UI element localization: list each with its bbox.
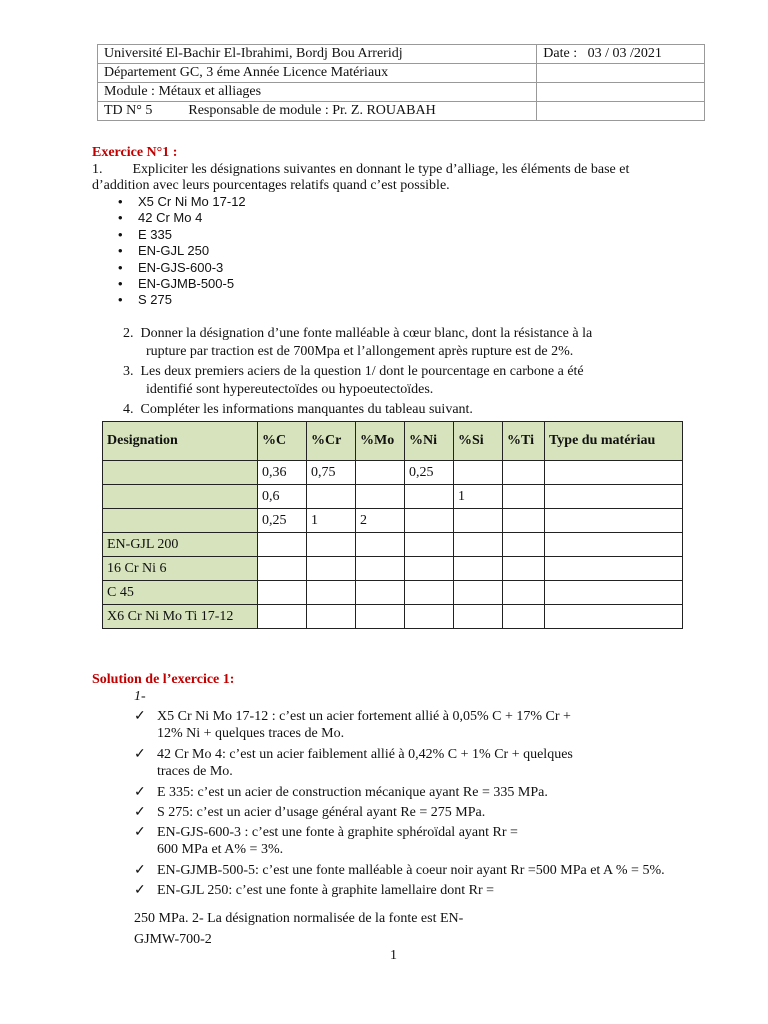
table-cell: 1 <box>454 485 503 509</box>
table-cell <box>454 605 503 629</box>
table-cell <box>356 533 405 557</box>
check-icon: ✓ <box>134 785 146 800</box>
table-cell <box>503 581 545 605</box>
bullet-icon: • <box>118 292 123 308</box>
materials-table <box>102 421 683 629</box>
designation-text: E 335 <box>138 226 172 242</box>
table-cell <box>503 509 545 533</box>
table-cell <box>503 605 545 629</box>
table-cell: 2 <box>356 509 405 533</box>
solution-item <box>134 804 665 821</box>
table-cell <box>356 605 405 629</box>
table-cell <box>356 461 405 485</box>
table-cell <box>307 485 356 509</box>
question-1 <box>92 162 629 178</box>
td-number: TD N° 5 <box>104 103 153 118</box>
table-cell <box>503 557 545 581</box>
q1-text-line2: d’addition avec leurs pourcentages relatifs quand c’est possible. <box>92 178 450 193</box>
table-cell <box>405 557 454 581</box>
solution-tail-line2: GJMW-700-2 <box>134 932 212 947</box>
header-table <box>97 44 705 121</box>
university-cell: Université El-Bachir El-Ibrahimi, Bordj Bou Arreridj <box>98 45 537 64</box>
table-cell <box>545 581 683 605</box>
solution-item <box>134 882 665 899</box>
table-cell <box>454 533 503 557</box>
designation-text: EN-GJS-600-3 <box>138 259 224 275</box>
table-cell <box>545 485 683 509</box>
table-cell: 0,75 <box>307 461 356 485</box>
solution-text: 12% Ni + quelques traces de Mo. <box>157 726 345 741</box>
exercise-title: Exercice N°1 : <box>92 145 178 160</box>
table-row <box>103 533 683 557</box>
table-cell <box>545 509 683 533</box>
designation-cell: 16 Cr Ni 6 <box>103 557 258 581</box>
table-cell <box>356 557 405 581</box>
column-header: Designation <box>103 422 258 461</box>
table-cell <box>356 581 405 605</box>
solution-text: S 275: c’est un acier d’usage général ayant Re = 275 MPa. <box>157 805 486 820</box>
table-cell <box>405 581 454 605</box>
designation-text: X5 Cr Ni Mo 17-12 <box>138 194 246 209</box>
solution-text: traces de Mo. <box>157 764 233 779</box>
table-cell <box>405 533 454 557</box>
q3-text-line2: identifié sont hypereutectoïdes ou hypoeutectoïdes. <box>146 382 434 397</box>
table-row <box>103 509 683 533</box>
table-cell <box>307 557 356 581</box>
designation-item <box>118 210 246 226</box>
module-responsible: Responsable de module : Pr. Z. ROUABAH <box>188 103 436 118</box>
date-cell <box>537 45 705 64</box>
check-icon: ✓ <box>134 805 146 820</box>
q3-text-line1: Les deux premiers aciers de la question 1/ dont le pourcentage en carbone a été <box>140 364 584 379</box>
check-icon: ✓ <box>134 825 146 840</box>
question-4 <box>123 402 473 418</box>
designation-item <box>118 292 246 308</box>
materials-table-header <box>103 422 683 461</box>
designation-cell <box>103 485 258 509</box>
table-cell <box>503 533 545 557</box>
date-value: 03 / 03 /2021 <box>587 46 662 61</box>
solution-list <box>134 708 665 902</box>
table-cell: 0,25 <box>405 461 454 485</box>
column-header: %Cr <box>307 422 356 461</box>
designation-text: EN-GJMB-500-5 <box>138 276 235 292</box>
table-cell <box>307 533 356 557</box>
table-cell: 0,6 <box>258 485 307 509</box>
solution-title: Solution de l’exercice 1: <box>92 672 235 687</box>
table-cell <box>356 485 405 509</box>
solution-text: EN-GJL 250: c’est une fonte à graphite lamellaire dont Rr = <box>157 883 495 898</box>
check-icon: ✓ <box>134 747 146 762</box>
q1-number: 1. <box>92 162 103 177</box>
table-cell <box>258 557 307 581</box>
q4-number: 4. <box>123 402 134 417</box>
table-cell <box>307 581 356 605</box>
solution-text: EN-GJS-600-3 : c’est une fonte à graphite sphéroïdal ayant Rr = <box>157 825 518 840</box>
bullet-icon: • <box>118 259 123 275</box>
table-row <box>103 581 683 605</box>
solution-item <box>134 862 665 879</box>
solution-item <box>134 784 665 801</box>
designation-cell: X6 Cr Ni Mo Ti 17-12 <box>103 605 258 629</box>
table-row <box>103 461 683 485</box>
table-cell: 0,36 <box>258 461 307 485</box>
table-cell <box>258 605 307 629</box>
table-cell <box>258 533 307 557</box>
q2-number: 2. <box>123 326 134 341</box>
solution-part-1: 1- <box>134 689 146 704</box>
designation-item <box>118 227 246 243</box>
designation-text: EN-GJL 250 <box>138 243 210 259</box>
column-header: %Ti <box>503 422 545 461</box>
check-icon: ✓ <box>134 709 146 724</box>
table-cell <box>545 461 683 485</box>
column-header: %Mo <box>356 422 405 461</box>
designation-item <box>118 260 246 276</box>
table-cell: 0,25 <box>258 509 307 533</box>
table-cell <box>454 557 503 581</box>
q3-number: 3. <box>123 364 134 379</box>
bullet-icon: • <box>118 210 123 226</box>
designation-text: S 275 <box>138 292 172 308</box>
table-cell <box>503 461 545 485</box>
table-cell <box>258 581 307 605</box>
designation-cell: EN-GJL 200 <box>103 533 258 557</box>
table-cell <box>405 605 454 629</box>
table-cell <box>454 581 503 605</box>
table-row <box>103 605 683 629</box>
designation-item <box>118 243 246 259</box>
q1-text-line1: Expliciter les désignations suivantes en donnant le type d’alliage, les éléments de base et <box>132 162 630 177</box>
designation-cell <box>103 509 258 533</box>
designation-item <box>118 276 246 292</box>
date-label: Date : <box>543 46 578 61</box>
check-icon: ✓ <box>134 863 146 878</box>
page-number: 1 <box>390 948 397 963</box>
question-2 <box>123 326 592 342</box>
q2-text-line1: Donner la désignation d’une fonte malléable à cœur blanc, dont la résistance à la <box>140 326 593 341</box>
designation-text: 42 Cr Mo 4 <box>138 210 203 226</box>
column-header: %Si <box>454 422 503 461</box>
module-cell: Module : Métaux et alliages <box>98 83 537 102</box>
column-header: Type du matériau <box>545 422 683 461</box>
table-cell <box>454 461 503 485</box>
td-cell <box>98 102 537 121</box>
bullet-icon: • <box>118 243 123 259</box>
check-icon: ✓ <box>134 883 146 898</box>
designation-list <box>118 194 246 309</box>
solution-text: X5 Cr Ni Mo 17-12 : c’est un acier fortement allié à 0,05% C + 17% Cr + <box>157 709 571 724</box>
solution-item <box>134 746 665 781</box>
designation-item <box>118 194 246 210</box>
table-row <box>103 485 683 509</box>
column-header: %C <box>258 422 307 461</box>
table-cell <box>405 485 454 509</box>
table-cell <box>545 557 683 581</box>
designation-cell: C 45 <box>103 581 258 605</box>
bullet-icon: • <box>118 194 123 209</box>
solution-tail-line1: 250 MPa. 2- La désignation normalisée de la fonte est EN- <box>134 911 464 926</box>
department-cell: Département GC, 3 éme Année Licence Matériaux <box>98 64 537 83</box>
solution-text: 600 MPa et A% = 3%. <box>157 842 284 857</box>
solution-text: E 335: c’est un acier de construction mécanique ayant Re = 335 MPa. <box>157 785 548 800</box>
bullet-icon: • <box>118 276 123 292</box>
designation-cell <box>103 461 258 485</box>
bullet-icon: • <box>118 226 123 242</box>
table-cell <box>545 605 683 629</box>
question-3 <box>123 364 584 380</box>
column-header: %Ni <box>405 422 454 461</box>
table-row <box>103 557 683 581</box>
solution-text: 42 Cr Mo 4: c’est un acier faiblement allié à 0,42% C + 1% Cr + quelques <box>157 747 573 762</box>
table-cell <box>503 485 545 509</box>
q2-text-line2: rupture par traction est de 700Mpa et l’allongement après rupture est de 2%. <box>146 344 574 359</box>
q4-text-line1: Compléter les informations manquantes du tableau suivant. <box>140 402 473 417</box>
solution-item <box>134 824 665 859</box>
solution-item <box>134 708 665 743</box>
table-cell <box>405 509 454 533</box>
solution-text: EN-GJMB-500-5: c’est une fonte malléable à coeur noir ayant Rr =500 MPa et A % = 5%. <box>157 863 665 878</box>
table-cell <box>545 533 683 557</box>
table-cell: 1 <box>307 509 356 533</box>
table-cell <box>454 509 503 533</box>
table-cell <box>307 605 356 629</box>
